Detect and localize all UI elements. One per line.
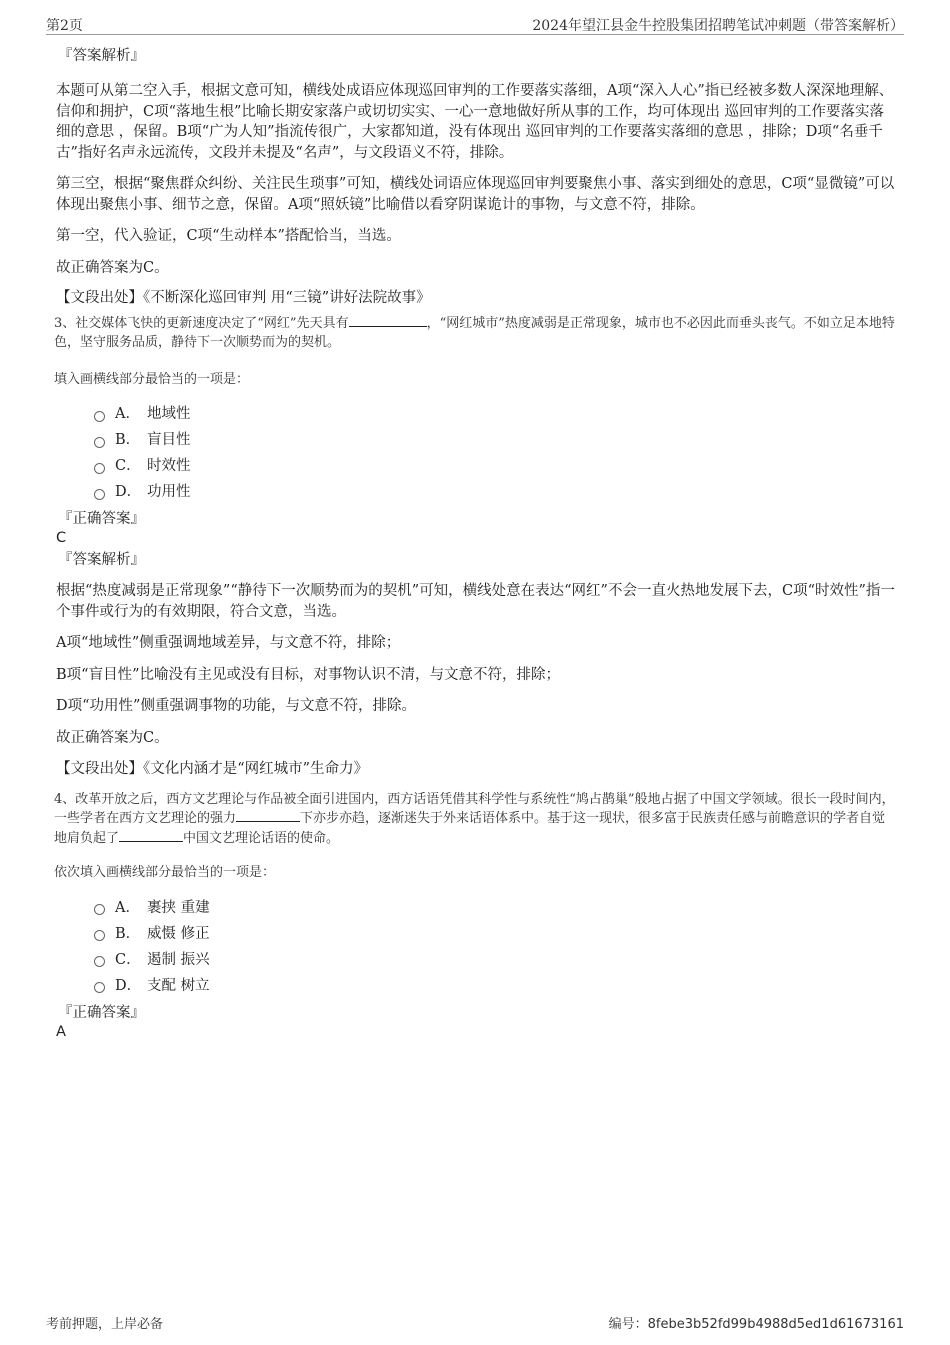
fill-blank <box>119 829 183 842</box>
radio-icon[interactable] <box>94 489 105 500</box>
source-citation: 【文段出处】《文化内涵才是“网红城市”生命力》 <box>56 761 369 777</box>
analysis-paragraph: B项“盲目性”比喻没有主见或没有目标，对事物认识不清，与文意不符，排除； <box>56 666 560 683</box>
radio-icon[interactable] <box>94 930 105 941</box>
question-3 <box>54 314 896 780</box>
option-d[interactable]: D． 功用性 <box>94 479 896 505</box>
analysis-paragraph: 本题可从第二空入手，根据文意可知，横线处成语应体现巡回审判的工作要落实落细，A项“深入人心”指已经被多数人深深地理解、信仰和拥护，C项“落地生根”比喻长期安家落户或切切实实、一心一意地做好所从事的工作，均可体现出 巡回审判的工作要落实落细的意思 ，保留。B项“广为人知”指流传很广，大家都知道，没有体现出 巡回审判的工作要落实落细的意思 ，排除；D项“名垂千古”指好名声永远流传，文段并未提及“名声”，与文段语义不符，排除。 <box>56 83 894 161</box>
radio-icon[interactable] <box>94 411 105 422</box>
option-c[interactable]: C． 时效性 <box>94 453 896 479</box>
fill-blank <box>236 809 300 822</box>
page-content <box>56 44 896 1041</box>
document-title: 2024年望江县金牛控股集团招聘笔试冲刺题（带答案解析） <box>532 18 904 34</box>
radio-icon[interactable] <box>94 463 105 474</box>
question-stem: 3、社交媒体飞快的更新速度决定了“网红”先天具有 ，“网红城市”热度减弱是正常现象，城市也不必因此而垂头丧气。不如立足本地特色，坚守服务品质，静待下一次顺势而为的契机。 <box>54 315 895 350</box>
answer-statement: 故正确答案为C。 <box>56 729 169 746</box>
option-list <box>54 401 896 505</box>
option-a[interactable]: A． 裹挟 重建 <box>94 895 896 921</box>
radio-icon[interactable] <box>94 904 105 915</box>
option-a[interactable]: A． 地域性 <box>94 401 896 427</box>
question-stem: 4、改革开放之后，西方文艺理论与作品被全面引进国内，西方话语凭借其科学性与系统性“鸠占鹊巢”般地占据了中国文学领域。很长一段时间内，一些学者在西方文艺理论的强力 下亦步亦趋，逐渐迷失于外来话语体系中。基于这一现状，很多富于民族责任感与前瞻意识的学者自觉地肩负起了 中国文艺理论话语的使命。 <box>54 791 895 846</box>
analysis-paragraph: 根据“热度减弱是正常现象”“静待下一次顺势而为的契机”可知，横线处意在表达“网红”不会一直火热地发展下去，C项“时效性”指一个事件或行为的有效期限，符合文意，当选。 <box>56 583 895 620</box>
correct-answer: C <box>56 530 67 546</box>
correct-answer-label: 『正确答案』 <box>58 511 145 527</box>
correct-answer-label: 『正确答案』 <box>58 1004 145 1021</box>
radio-icon[interactable] <box>94 956 105 967</box>
answer-statement: 故正确答案为C。 <box>56 259 169 276</box>
analysis-label: 『答案解析』 <box>58 552 145 568</box>
option-list <box>54 895 896 999</box>
question-prompt: 填入画横线部分最恰当的一项是： <box>54 371 250 387</box>
analysis-paragraph: D项“功用性”侧重强调事物的功能，与文意不符，排除。 <box>56 698 416 714</box>
question-prompt: 依次填入画横线部分最恰当的一项是： <box>54 865 276 880</box>
page-number: 第2页 <box>46 18 83 34</box>
option-b[interactable]: B． 盲目性 <box>94 427 896 453</box>
option-b[interactable]: B． 威慑 修正 <box>94 921 896 947</box>
radio-icon[interactable] <box>94 437 105 448</box>
question-4 <box>54 790 896 1041</box>
source-citation: 【文段出处】《不断深化巡回审判 用“三镜”讲好法院故事》 <box>56 290 431 306</box>
correct-answer: A <box>56 1023 66 1040</box>
page-header <box>46 14 904 35</box>
analysis-paragraph: 第一空，代入验证，C项“生动样本”搭配恰当，当选。 <box>56 228 401 244</box>
document-serial: 编号：8febe3b52fd99b4988d5ed1d61673161 <box>608 1317 904 1332</box>
analysis-paragraph: 第三空，根据“聚焦群众纠纷、关注民生琐事”可知，横线处词语应体现巡回审判要聚焦小事、落实到细处的意思，C项“显微镜”可以体现出聚焦小事、细节之意，保留。A项“照妖镜”比喻借以看穿阴谋诡计的事物，与文意不符，排除。 <box>56 176 895 213</box>
fill-blank <box>349 314 427 327</box>
option-d[interactable]: D． 支配 树立 <box>94 973 896 999</box>
radio-icon[interactable] <box>94 982 105 993</box>
analysis-paragraph: A项“地域性”侧重强调地域差异，与文意不符，排除； <box>56 635 401 651</box>
analysis-label: 『答案解析』 <box>58 48 145 64</box>
option-c[interactable]: C． 遏制 振兴 <box>94 947 896 973</box>
footer-slogan: 考前押题，上岸必备 <box>46 1317 164 1332</box>
previous-question-analysis <box>56 46 896 309</box>
